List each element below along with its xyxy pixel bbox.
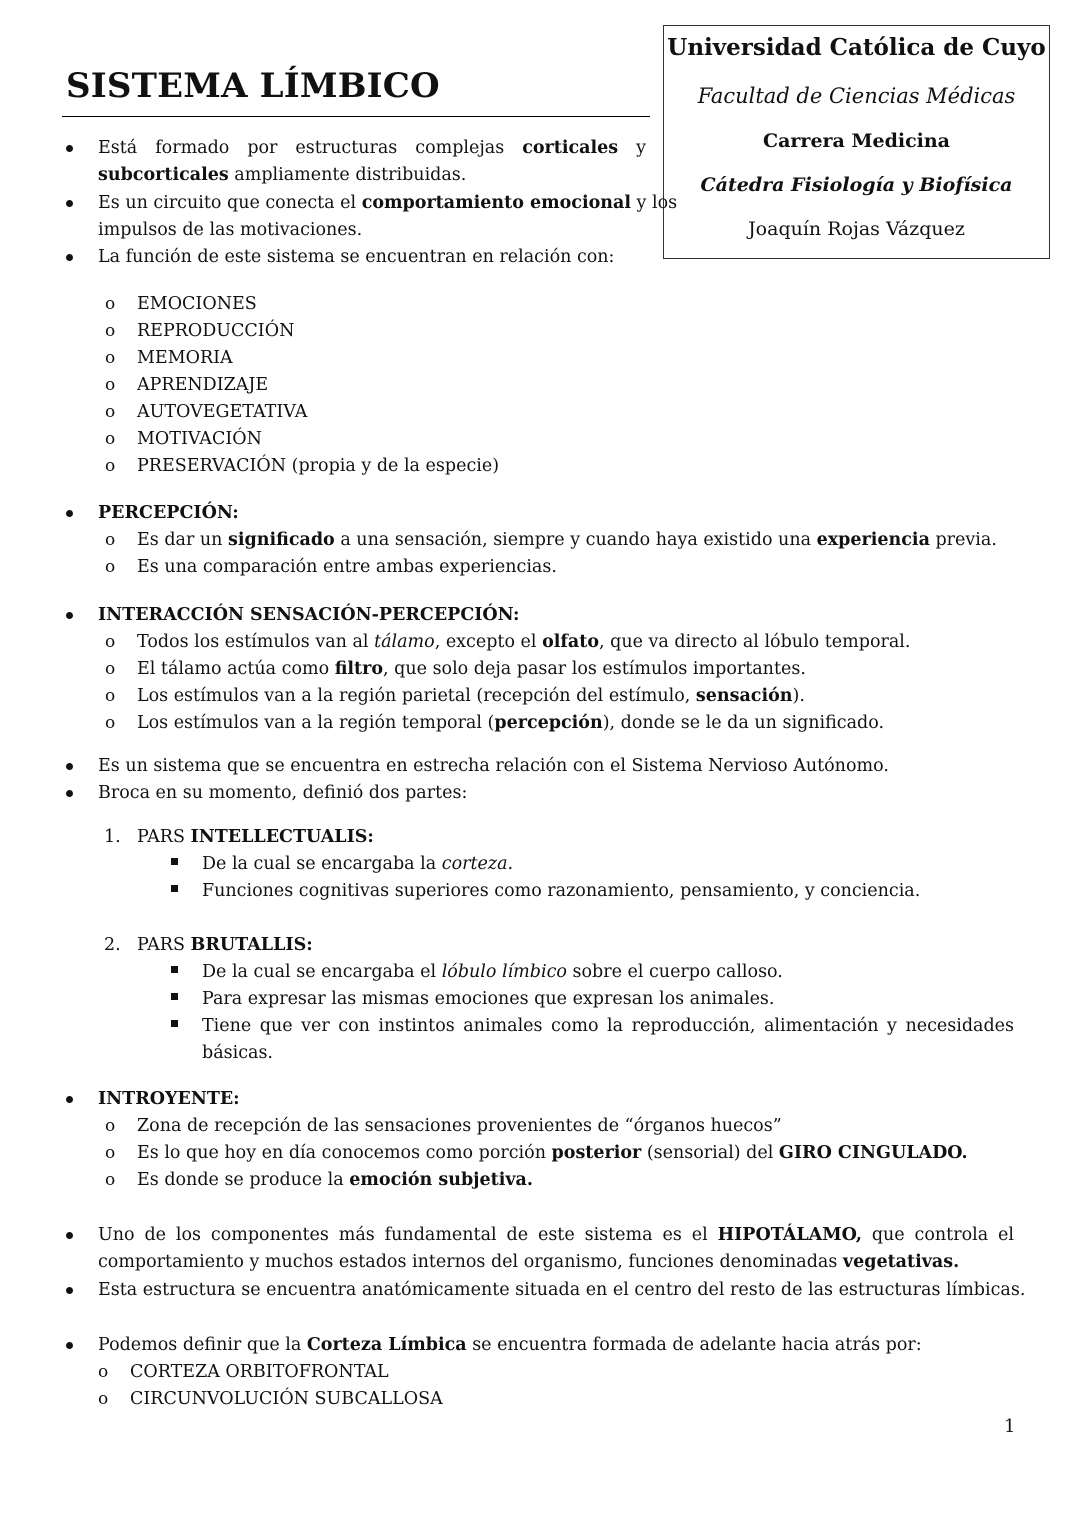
circle-bullet-icon: o: [105, 1170, 116, 1190]
pars-intellectualis-heading: PARS INTELLECTUALIS:: [137, 827, 374, 847]
bullet-icon: [66, 200, 73, 207]
sna-text: Es un sistema que se encuentra en estrecha relación con el Sistema Nervioso Autónomo.: [98, 756, 889, 776]
pars-brutallis-heading: PARS BRUTALLIS:: [137, 935, 313, 955]
faculty-name: Facultad de Ciencias Médicas: [697, 84, 1016, 108]
circle-bullet-icon: o: [105, 530, 116, 550]
circle-bullet-icon: o: [105, 1116, 116, 1136]
intro-bullet-2-line-2: impulsos de las motivaciones.: [98, 220, 363, 240]
square-bullet-icon: [171, 966, 178, 973]
circle-bullet-icon: o: [105, 348, 116, 368]
bullet-icon: [66, 254, 73, 261]
intro-bullet-1-line-2: subcorticales ampliamente distribuidas.: [98, 165, 467, 185]
pars-brutallis-item-3-line-1: Tiene que ver con instintos animales como la reproducción, alimentación y necesidades: [202, 1016, 1014, 1036]
page-number: 1: [1004, 1416, 1016, 1437]
bullet-icon: [66, 612, 73, 619]
function-item: AUTOVEGETATIVA: [137, 402, 308, 422]
circle-bullet-icon: o: [105, 659, 116, 679]
intro-bullet-3: La función de este sistema se encuentran en relación con:: [98, 247, 615, 267]
chair-name: Cátedra Fisiología y Biofísica: [700, 174, 1013, 196]
square-bullet-icon: [171, 1020, 178, 1027]
percepcion-item-1: Es dar un significado a una sensación, siempre y cuando haya existido una experiencia previa.: [137, 530, 997, 550]
function-item: MOTIVACIÓN: [137, 429, 262, 449]
corteza-item: CORTEZA ORBITOFRONTAL: [130, 1362, 389, 1382]
intro-bullet-2-line-1: Es un circuito que conecta el comportamiento emocional y los: [98, 193, 678, 213]
university-name: Universidad Católica de Cuyo: [667, 34, 1046, 61]
pars-intellectualis-item-2: Funciones cognitivas superiores como razonamiento, pensamiento, y conciencia.: [202, 881, 921, 901]
list-number: 1.: [104, 827, 121, 847]
corteza-item: CIRCUNVOLUCIÓN SUBCALLOSA: [130, 1389, 443, 1409]
introyente-item-2: Es lo que hoy en día conocemos como porción posterior (sensorial) del GIRO CINGULADO.: [137, 1143, 968, 1163]
interaccion-item-4: Los estímulos van a la región temporal (percepción), donde se le da un significado.: [137, 713, 885, 733]
pars-brutallis-item-3-line-2: básicas.: [202, 1043, 273, 1063]
career-name: Carrera Medicina: [762, 130, 950, 152]
square-bullet-icon: [171, 993, 178, 1000]
interaccion-item-3: Los estímulos van a la región parietal (recepción del estímulo, sensación).: [137, 686, 805, 706]
title-underline: [62, 116, 650, 117]
circle-bullet-icon: o: [105, 402, 116, 422]
bullet-icon: [66, 763, 73, 770]
header-box: [663, 25, 1050, 259]
circle-bullet-icon: o: [98, 1362, 109, 1382]
pars-brutallis-item-1: De la cual se encargaba el lóbulo límbico sobre el cuerpo calloso.: [202, 962, 783, 982]
bullet-icon: [66, 1287, 73, 1294]
introyente-item-1: Zona de recepción de las sensaciones provenientes de “órganos huecos”: [137, 1116, 782, 1136]
hipotalamo-line-2: comportamiento y muchos estados internos del organismo, funciones denominadas vegetativas.: [98, 1252, 960, 1272]
bullet-icon: [66, 790, 73, 797]
bullet-icon: [66, 1096, 73, 1103]
bullet-icon: [66, 1342, 73, 1349]
list-number: 2.: [104, 935, 121, 955]
function-item: REPRODUCCIÓN: [137, 321, 295, 341]
circle-bullet-icon: o: [105, 375, 116, 395]
bullet-icon: [66, 1232, 73, 1239]
circle-bullet-icon: o: [105, 632, 116, 652]
pars-brutallis-item-2: Para expresar las mismas emociones que expresan los animales.: [202, 989, 775, 1009]
function-item: MEMORIA: [137, 348, 233, 368]
bullet-icon: [66, 145, 73, 152]
square-bullet-icon: [171, 885, 178, 892]
introyente-item-3: Es donde se produce la emoción subjetiva.: [137, 1170, 533, 1190]
percepcion-heading: PERCEPCIÓN:: [98, 503, 239, 523]
function-item: APRENDIZAJE: [137, 375, 269, 395]
corteza-intro: Podemos definir que la Corteza Límbica se encuentra formada de adelante hacia atrás por:: [98, 1335, 922, 1355]
interaccion-item-1: Todos los estímulos van al tálamo, excepto el olfato, que va directo al lóbulo temporal.: [137, 632, 911, 652]
circle-bullet-icon: o: [98, 1389, 109, 1409]
function-item: EMOCIONES: [137, 294, 257, 314]
circle-bullet-icon: o: [105, 1143, 116, 1163]
circle-bullet-icon: o: [105, 321, 116, 341]
function-item: PRESERVACIÓN (propia y de la especie): [137, 456, 500, 476]
percepcion-item-2: Es una comparación entre ambas experiencias.: [137, 557, 557, 577]
introyente-heading: INTROYENTE:: [98, 1089, 240, 1109]
circle-bullet-icon: o: [105, 294, 116, 314]
pars-intellectualis-item-1: De la cual se encargaba la corteza.: [202, 854, 514, 874]
intro-bullet-1-line-1: Está formado por estructuras complejas corticales y: [98, 138, 646, 158]
author-name: Joaquín Rojas Vázquez: [748, 218, 965, 240]
circle-bullet-icon: o: [105, 686, 116, 706]
circle-bullet-icon: o: [105, 429, 116, 449]
page-title: SISTEMA LÍMBICO: [66, 66, 440, 106]
bullet-icon: [66, 510, 73, 517]
hipotalamo-bullet-2: Esta estructura se encuentra anatómicamente situada en el centro del resto de las estructuras límbicas.: [98, 1280, 1026, 1300]
broca-intro: Broca en su momento, definió dos partes:: [98, 783, 468, 803]
hipotalamo-line-1: Uno de los componentes más fundamental de este sistema es el HIPOTÁLAMO, que controla el: [98, 1225, 1014, 1245]
interaccion-heading: INTERACCIÓN SENSACIÓN-PERCEPCIÓN:: [98, 605, 520, 625]
circle-bullet-icon: o: [105, 456, 116, 476]
square-bullet-icon: [171, 858, 178, 865]
circle-bullet-icon: o: [105, 557, 116, 577]
interaccion-item-2: El tálamo actúa como filtro, que solo deja pasar los estímulos importantes.: [137, 659, 806, 679]
circle-bullet-icon: o: [105, 713, 116, 733]
